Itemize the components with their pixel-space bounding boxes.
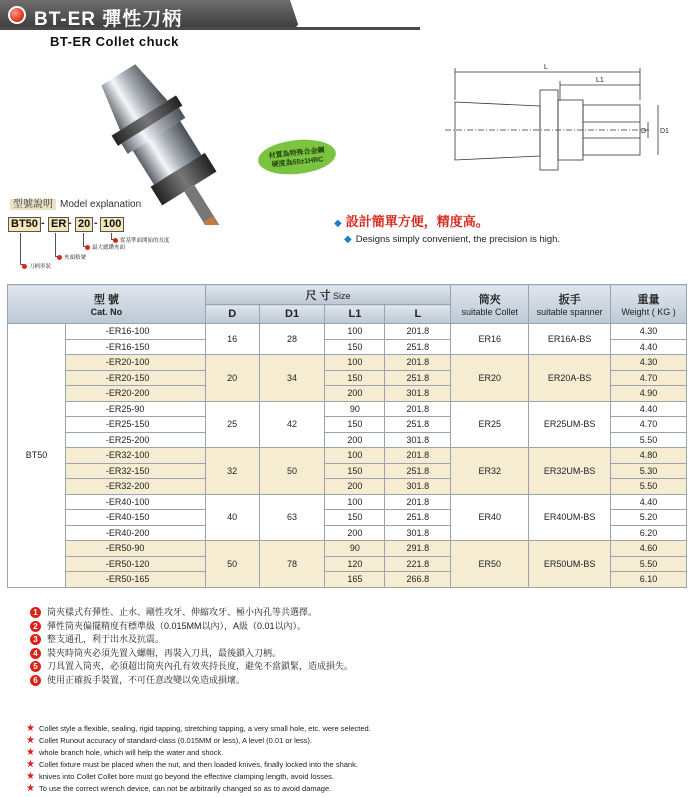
l-cell: 221.8: [385, 556, 451, 572]
spanner-cell: ER40UM-BS: [529, 494, 611, 541]
number-badge-icon: 3: [30, 634, 41, 645]
l-cell: 201.8: [385, 324, 451, 340]
model-cell: -ER50-90: [65, 541, 205, 557]
l-cell: 201.8: [385, 494, 451, 510]
l-cell: 251.8: [385, 339, 451, 355]
model-cell: -ER32-200: [65, 479, 205, 495]
note-zh-item: 2 彈性筒夾偏擺精度有標準級（0.015MM以內），A級（0.01以內）。: [30, 620, 353, 634]
weight-cell: 4.60: [611, 541, 687, 557]
code-collet-type: ER: [48, 217, 69, 232]
legend-max-diameter: 最大總鑽夾面: [85, 243, 125, 251]
table-row: [8, 324, 687, 340]
material-badge: 材質為特殊合金鋼 硬度為55±1HRC: [256, 136, 337, 178]
model-cell: -ER25-90: [65, 401, 205, 417]
note-en-item: ★ Collet fixture must be placed when the nut, and then loaded knives, finally locked into the shank.: [26, 759, 358, 770]
feature-en: ◆ Designs simply convenient, the precision is high.: [344, 234, 561, 245]
model-cell: -ER32-100: [65, 448, 205, 464]
l1-cell: 165: [325, 572, 385, 588]
l-cell: 251.8: [385, 463, 451, 479]
l-cell: 301.8: [385, 386, 451, 402]
header-weight: 重量 Weight ( KG ): [611, 285, 687, 324]
note-en-item: ★ whole branch hole, which will help the water and shock.: [26, 747, 224, 758]
collet-cell: ER16: [451, 324, 529, 355]
l1-cell: 200: [325, 479, 385, 495]
model-cell: -ER50-120: [65, 556, 205, 572]
weight-cell: 5.30: [611, 463, 687, 479]
collet-cell: ER40: [451, 494, 529, 541]
legend-length: 從基準面開始的長度: [113, 236, 170, 244]
code-length: 100: [100, 217, 124, 232]
spec-table: [7, 284, 687, 588]
l-cell: 301.8: [385, 432, 451, 448]
page-subtitle: BT-ER Collet chuck: [50, 34, 179, 49]
l-cell: 201.8: [385, 401, 451, 417]
header-l1: L1: [325, 305, 385, 324]
l-cell: 251.8: [385, 370, 451, 386]
header-cat-no: 型 號 Cat. No: [8, 285, 206, 324]
number-badge-icon: 6: [30, 675, 41, 686]
weight-cell: 4.40: [611, 339, 687, 355]
spanner-cell: ER20A-BS: [529, 355, 611, 402]
l-cell: 201.8: [385, 448, 451, 464]
spec-table-body: [8, 324, 687, 588]
star-icon: ★: [26, 735, 35, 746]
weight-cell: 4.70: [611, 417, 687, 433]
model-cell: -ER20-200: [65, 386, 205, 402]
d1-cell: 78: [259, 541, 325, 588]
model-cell: -ER25-200: [65, 432, 205, 448]
star-icon: ★: [26, 723, 35, 734]
table-row: [8, 355, 687, 371]
dim-label-l: L: [544, 64, 548, 71]
header-size: 尺 寸 Size: [205, 285, 451, 305]
collet-cell: ER20: [451, 355, 529, 402]
l1-cell: 100: [325, 494, 385, 510]
dim-label-d: D: [641, 128, 647, 135]
d-cell: 40: [205, 494, 259, 541]
d1-cell: 28: [259, 324, 325, 355]
star-icon: ★: [26, 771, 35, 782]
collet-cell: ER50: [451, 541, 529, 588]
note-en-item: ★ knives into Collet Collet bore must go beyond the effective clamping length, avoid losses.: [26, 771, 334, 782]
model-cell: -ER40-200: [65, 525, 205, 541]
weight-cell: 5.20: [611, 510, 687, 526]
number-badge-icon: 1: [30, 607, 41, 618]
page-title: BT-ER 彈性刀柄: [34, 9, 183, 30]
d1-cell: 42: [259, 401, 325, 448]
weight-cell: 4.30: [611, 355, 687, 371]
l1-cell: 200: [325, 525, 385, 541]
model-cell: -ER25-150: [65, 417, 205, 433]
l1-cell: 200: [325, 386, 385, 402]
d-cell: 50: [205, 541, 259, 588]
d-cell: 25: [205, 401, 259, 448]
d-cell: 20: [205, 355, 259, 402]
note-zh-item: 5 刀具置入筒夾，必須超出筒夾內孔有效夾持長度，避免不當鎖緊，造成損失。: [30, 660, 353, 674]
l1-cell: 120: [325, 556, 385, 572]
note-zh-item: 3 整支通孔，利于出水及抗震。: [30, 633, 353, 647]
model-explanation-heading: 型號說明 Model explanation: [10, 195, 141, 210]
number-badge-icon: 4: [30, 648, 41, 659]
weight-cell: 6.10: [611, 572, 687, 588]
spanner-cell: ER50UM-BS: [529, 541, 611, 588]
spanner-cell: ER25UM-BS: [529, 401, 611, 448]
l1-cell: 90: [325, 401, 385, 417]
table-row: [8, 401, 687, 417]
notes-en: [26, 723, 371, 795]
note-en-item: ★ Collet style a flexible, sealing, rigid tapping, stretching tapping, a very small hole, etc. were selected.: [26, 723, 371, 734]
spanner-cell: ER16A-BS: [529, 324, 611, 355]
l1-cell: 150: [325, 370, 385, 386]
l-cell: 201.8: [385, 355, 451, 371]
diamond-icon: ◆: [334, 218, 342, 229]
header-d1: D1: [259, 305, 325, 324]
l-cell: 291.8: [385, 541, 451, 557]
d1-cell: 50: [259, 448, 325, 495]
star-icon: ★: [26, 759, 35, 770]
code-shank: BT50: [8, 217, 41, 232]
l1-cell: 100: [325, 324, 385, 340]
table-row: [8, 541, 687, 557]
model-cell: -ER32-150: [65, 463, 205, 479]
notes-zh: [30, 606, 353, 687]
weight-cell: 4.80: [611, 448, 687, 464]
d1-cell: 63: [259, 494, 325, 541]
star-icon: ★: [26, 747, 35, 758]
number-badge-icon: 2: [30, 621, 41, 632]
note-zh-item: 1 筒夾樣式有彈性、止水、剛性攻牙、伸縮攻牙、極小內孔等共選擇。: [30, 606, 353, 620]
l-cell: 301.8: [385, 479, 451, 495]
table-row: [8, 494, 687, 510]
note-en-item: ★ To use the correct wrench device, can not be arbitrarily changed so as to avoid damage.: [26, 783, 332, 794]
d-cell: 16: [205, 324, 259, 355]
feature-zh: ◆ 設計簡單方便，精度高。: [334, 214, 489, 229]
header-d: D: [205, 305, 259, 324]
l-cell: 251.8: [385, 510, 451, 526]
l1-cell: 100: [325, 355, 385, 371]
weight-cell: 4.30: [611, 324, 687, 340]
l1-cell: 150: [325, 417, 385, 433]
collet-cell: ER25: [451, 401, 529, 448]
table-row: [8, 448, 687, 464]
number-badge-icon: 5: [30, 661, 41, 672]
star-icon: ★: [26, 783, 35, 794]
legend-shank-type: 刀柄形狀: [22, 262, 51, 270]
spanner-cell: ER32UM-BS: [529, 448, 611, 495]
header-collet: 筒夾 suitable Collet: [451, 285, 529, 324]
legend-collet-size: 夾頭格號: [57, 253, 86, 261]
l-cell: 266.8: [385, 572, 451, 588]
technical-drawing: [440, 60, 670, 180]
l1-cell: 150: [325, 510, 385, 526]
model-cell: -ER40-150: [65, 510, 205, 526]
weight-cell: 5.50: [611, 479, 687, 495]
note-zh-item: 4 裝夾時筒夾必須先置入螺帽，再裝入刀具，最後鎖入刀柄。: [30, 647, 353, 661]
series-cell: BT50: [8, 324, 66, 588]
model-cell: -ER50-165: [65, 572, 205, 588]
weight-cell: 6.20: [611, 525, 687, 541]
dim-label-d1: D1: [660, 128, 669, 135]
weight-cell: 4.70: [611, 370, 687, 386]
dim-label-l1: L1: [596, 77, 604, 84]
l1-cell: 90: [325, 541, 385, 557]
l-cell: 251.8: [385, 417, 451, 433]
code-clamp-size: 20: [75, 217, 93, 232]
note-zh-item: 6 使用正確扳手裝置，不可任意改變以免造成損壞。: [30, 674, 353, 688]
title-bullet-icon: [8, 6, 26, 24]
model-cell: -ER20-100: [65, 355, 205, 371]
d-cell: 32: [205, 448, 259, 495]
weight-cell: 5.50: [611, 556, 687, 572]
l1-cell: 200: [325, 432, 385, 448]
weight-cell: 4.90: [611, 386, 687, 402]
weight-cell: 5.50: [611, 432, 687, 448]
model-cell: -ER16-150: [65, 339, 205, 355]
l-cell: 301.8: [385, 525, 451, 541]
model-cell: -ER20-150: [65, 370, 205, 386]
l1-cell: 100: [325, 448, 385, 464]
l1-cell: 150: [325, 339, 385, 355]
header-l: L: [385, 305, 451, 324]
collet-cell: ER32: [451, 448, 529, 495]
l1-cell: 150: [325, 463, 385, 479]
weight-cell: 4.40: [611, 494, 687, 510]
model-cell: -ER16-100: [65, 324, 205, 340]
model-cell: -ER40-100: [65, 494, 205, 510]
note-en-item: ★ Collet Runout accuracy of standard-class (0.015MM or less), A level (0.01 or less).: [26, 735, 313, 746]
d1-cell: 34: [259, 355, 325, 402]
header-spanner: 扳手 suitable spanner: [529, 285, 611, 324]
weight-cell: 4.40: [611, 401, 687, 417]
diamond-icon: ◆: [344, 234, 352, 245]
